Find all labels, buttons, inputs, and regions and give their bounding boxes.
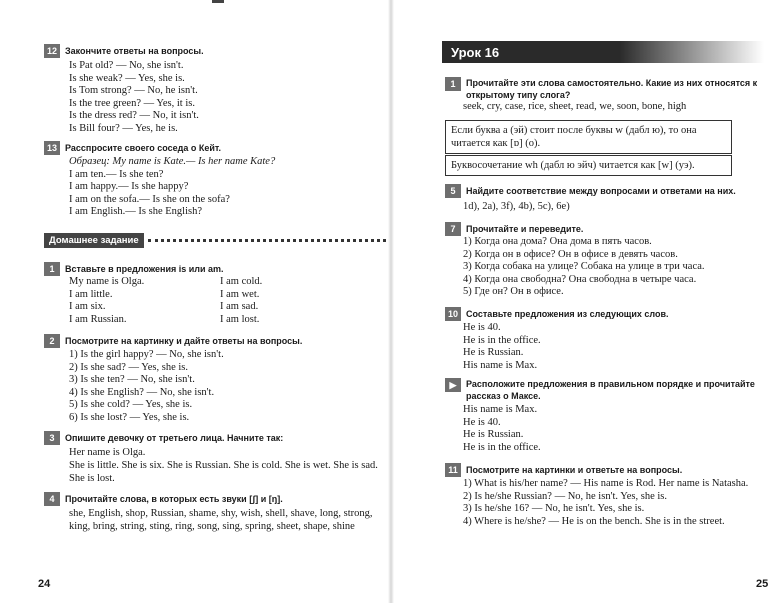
text-line: His name is Max. xyxy=(463,404,538,415)
text-line: 2) Is she sad? — Yes, she is. xyxy=(69,361,188,373)
text-line: My name is Olga. xyxy=(69,276,145,287)
exercise-instruction: Опишите девочку от третьего лица. Начните так: xyxy=(65,433,284,443)
text-line: I am Russian. xyxy=(69,313,127,325)
text-line: 4) Where is he/she? — He is on the bench. She is in the street. xyxy=(463,515,725,527)
lesson-title-bar xyxy=(442,41,764,63)
exercise-number: 4 xyxy=(44,492,60,506)
exercise-number: 10 xyxy=(445,307,461,321)
text-line: He is in the office. xyxy=(463,334,541,346)
exercise-number: 2 xyxy=(44,334,60,348)
text-line: 1) Когда она дома? Она дома в пять часов. xyxy=(463,236,652,247)
text-line: 3) Is she ten? — No, she isn't. xyxy=(69,374,195,386)
exercise-number: ▶ xyxy=(445,378,461,392)
exercise-number: 13 xyxy=(44,141,60,155)
text-line: 2) Когда он в офисе? Он в офисе в девять часов. xyxy=(463,248,678,260)
exercise-number: 7 xyxy=(445,222,461,236)
text-line: 3) Is he/she 16? — No, he isn't. Yes, she is. xyxy=(463,503,645,515)
text-line: I am lost. xyxy=(220,313,260,325)
exercise-instruction: Вставьте в предложения is или am. xyxy=(65,264,224,274)
text-line: 5) Is she cold? — Yes, she is. xyxy=(69,399,193,411)
text-line: Is the dress red? — No, it isn't. xyxy=(69,110,199,122)
text-line: 4) Когда она свободна? Она свободна в четыре часа. xyxy=(463,273,697,285)
exercise-11-header xyxy=(445,463,682,477)
text-line: 3) Когда собака на улице? Собака на улице в три часа. xyxy=(463,261,705,273)
hw-3-header xyxy=(44,431,283,445)
hw-3-text xyxy=(69,446,379,485)
text-line: I am ten.— Is she ten? xyxy=(69,168,164,180)
hw-4-text: she, English, shop, Russian, shame, shy, wish, shell, shave, long, strong, king, bring, string, sting, ring, song, sing, spring, sheet, shape, shine xyxy=(69,508,373,532)
text-line: I am English.— Is she English? xyxy=(69,206,202,218)
exercise-instruction: Расспросите своего соседа о Кейт. xyxy=(65,143,221,153)
homework-label: Домашнее задание xyxy=(44,233,144,248)
exercise-instruction: Посмотрите на картинки и ответьте на вопросы. xyxy=(466,465,683,475)
rule-box-wa: Если буква a (эй) стоит после буквы w (дабл ю), то она читается как [ɒ] (о). xyxy=(445,120,732,154)
hw-2-header xyxy=(44,334,302,348)
text-line: 1) What is his/her name? — His name is Rod. Her name is Natasha. xyxy=(463,478,749,489)
text-line: I am little. xyxy=(69,288,113,300)
exercise-number: 12 xyxy=(44,44,60,58)
page-number: 24 xyxy=(38,578,51,590)
exercise-7-header xyxy=(445,222,583,236)
text-line: I am on the sofa.— Is she on the sofa? xyxy=(69,193,230,205)
exercise-13-header xyxy=(44,141,221,155)
exercise-7-lines xyxy=(463,236,705,299)
hw-1-col-1 xyxy=(69,276,144,326)
dotted-divider xyxy=(148,239,386,242)
text-line: He is 40. xyxy=(463,416,501,428)
exercise-order-lines xyxy=(463,404,541,454)
text-line: He is Russian. xyxy=(463,429,524,441)
exercise-1-header xyxy=(445,77,767,101)
exercise-number: 1 xyxy=(44,262,60,276)
text-line: His name is Max. xyxy=(463,359,538,371)
exercise-number: 3 xyxy=(44,431,60,445)
hw-1-header xyxy=(44,262,224,276)
exercise-12-lines xyxy=(69,60,199,136)
exercise-10-header xyxy=(445,307,669,321)
page-number: 25 xyxy=(756,578,769,590)
exercise-instruction: Закончите ответы на вопросы. xyxy=(65,46,204,56)
text-line: 2) Is he/she Russian? — No, he isn't. Yes, she is. xyxy=(463,490,668,502)
homework-banner xyxy=(44,233,386,248)
exercise-instruction: Расположите предложения в правильном порядке и прочитайте рассказ о Максе. xyxy=(466,379,755,401)
exercise-instruction: Прочитайте эти слова самостоятельно. Какие из них относятся к открытому типу слога? xyxy=(466,78,758,100)
exercise-instruction: Найдите соответствие между вопросами и ответами на них. xyxy=(466,186,736,196)
exercise-number: 11 xyxy=(445,463,461,477)
exercise-13-lines xyxy=(69,156,275,219)
text-line: Is Tom strong? — No, he isn't. xyxy=(69,85,198,97)
exercise-number: 1 xyxy=(445,77,461,91)
exercise-12-header xyxy=(44,44,204,58)
exercise-order-header xyxy=(445,378,767,402)
text-paragraph: She is little. She is six. She is Russian. She is cold. She is wet. She is sad. She is lost. xyxy=(69,460,378,484)
text-line: 6) Is she lost? — Yes, she is. xyxy=(69,411,190,423)
page-right xyxy=(392,0,781,603)
hw-4-header xyxy=(44,492,283,506)
text-line: He is Russian. xyxy=(463,347,524,359)
text-line: I am happy.— Is she happy? xyxy=(69,181,189,193)
text-line: I am sad. xyxy=(220,301,259,313)
hw-1-col-2 xyxy=(220,276,262,326)
text-line: Is Pat old? — No, she isn't. xyxy=(69,60,184,71)
exercise-5-text xyxy=(463,201,570,214)
text-line: I am six. xyxy=(69,301,106,313)
exercise-1-text xyxy=(463,101,686,114)
exercise-11-lines xyxy=(463,478,763,528)
exercise-instruction: Прочитайте и переведите. xyxy=(466,224,584,234)
text-line: Is she weak? — Yes, she is. xyxy=(69,72,185,84)
text-line: He is 40. xyxy=(463,322,501,333)
text-line: Is Bill four? — Yes, he is. xyxy=(69,122,178,134)
top-mark xyxy=(212,0,224,3)
exercise-5-header xyxy=(445,184,736,198)
text-line: He is in the office. xyxy=(463,441,541,453)
text-line: Is the tree green? — Yes, it is. xyxy=(69,97,195,109)
text-line: 1) Is the girl happy? — No, she isn't. xyxy=(69,349,224,360)
text-line: Her name is Olga. xyxy=(69,447,146,458)
text-line: I am cold. xyxy=(220,276,263,287)
exercise-10-lines xyxy=(463,322,541,372)
text-line: seek, cry, case, rice, sheet, read, we, soon, bone, high xyxy=(463,101,687,112)
rule-box-wh: Буквосочетание wh (дабл ю эйч) читается как [w] (уэ). xyxy=(445,155,732,176)
exercise-instruction: Прочитайте слова, в которых есть звуки [ʃ] и [ŋ]. xyxy=(65,494,283,504)
text-line: 4) Is she English? — No, she isn't. xyxy=(69,386,215,398)
text-line: 1d), 2a), 3f), 4b), 5c), 6e) xyxy=(463,201,570,212)
exercise-instruction: Составьте предложения из следующих слов. xyxy=(466,309,669,319)
hw-2-lines xyxy=(69,349,224,425)
text-line: 5) Где он? Он в офисе. xyxy=(463,286,564,298)
lesson-title: Урок 16 xyxy=(451,44,500,60)
text-line: I am wet. xyxy=(220,288,260,300)
exercise-number: 5 xyxy=(445,184,461,198)
example-line: Образец: My name is Kate.— Is her name Kate? xyxy=(69,156,276,167)
exercise-instruction: Посмотрите на картинку и дайте ответы на вопросы. xyxy=(65,336,303,346)
